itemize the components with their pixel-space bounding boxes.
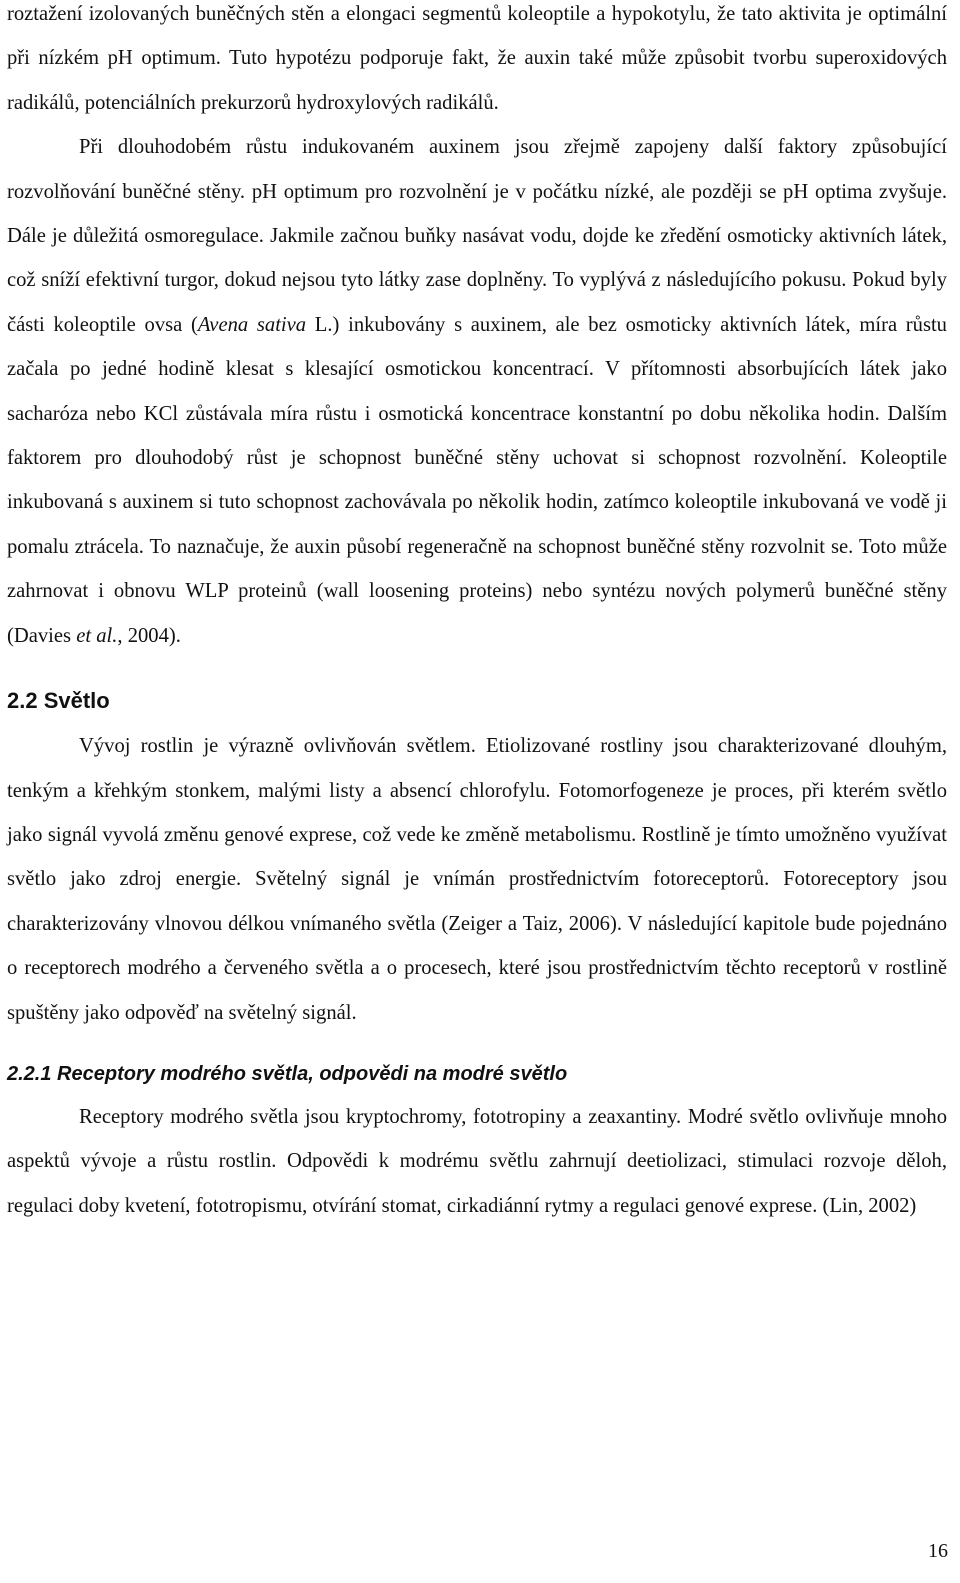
paragraph-light-development: Vývoj rostlin je výrazně ovlivňován světlem. Etiolizované rostliny jsou charakterizované dlouhým, tenkým a křehkým stonkem, malými listy a absencí chlorofylu. Fotomorfogeneze je proces, při kterém světlo jako signál vyvolá změnu genové exprese, což vede ke změně metabolismu. Rostlině je tímto umožněno využívat světlo jako zdroj energie. Světelný signál je vnímán prostřednictvím fotoreceptorů. Fotoreceptory jsou charakterizovány vlnovou délkou vnímaného světla (Zeiger a Taiz, 2006). V následující kapitole bude pojednáno o receptorech modrého a červeného světla a o procesech, které jsou prostřednictvím těchto receptorů v rostlině spuštěny jako odpověď na světelný signál.: [7, 735, 947, 1024]
document-page: [7, 0, 947, 1228]
paragraph-auxin-ph: roztažení izolovaných buněčných stěn a elongaci segmentů koleoptile a hypokotylu, že tato aktivita je optimální při nízkém pH optimum. Tuto hypotézu podporuje fakt, že auxin také může způsobit tvorbu superoxidových radikálů, potenciálních prekurzorů hydroxylových radikálů.: [7, 3, 947, 114]
subsection-heading-blue-light: 2.2.1 Receptory modrého světla, odpovědi na modré světlo: [7, 1062, 568, 1085]
paragraph-text: , 2004).: [117, 624, 181, 647]
citation-et-al: et al.: [76, 624, 118, 647]
page-number: 16: [928, 1540, 948, 1562]
paragraph-text: L.) inkubovány s auxinem, ale bez osmoticky aktivních látek, míra růstu začala po jedné hodině klesat s klesající osmotickou koncentrací. V přítomnosti absorbujících látek jako sacharóza nebo KCl zůstávala míra růstu i osmotická koncentrace konstantní po dobu několika hodin. Dalším faktorem pro dlouhodobý růst je schopnost buněčné stěny uchovat si schopnost rozvolnění. Koleoptile inkubovaná s auxinem si tuto schopnost zachovávala po několik hodin, zatímco koleoptile inkubovaná ve vodě ji pomalu ztrácela. To naznačuje, že auxin působí regeneračně na schopnost buněčné stěny rozvolnit se. Toto může zahrnovat i obnovu WLP proteinů (wall loosening proteins) nebo syntézu nových polymerů buněčné stěny (Davies: [7, 313, 947, 647]
paragraph-long-term-growth: [7, 125, 947, 658]
paragraph-blue-light-receptors: Receptory modrého světla jsou kryptochromy, fototropiny a zeaxantiny. Modré světlo ovlivňuje mnoho aspektů vývoje a růstu rostlin. Odpovědi k modrému světlu zahrnují deetiolizaci, stimulaci rozvoje děloh, regulaci doby kvetení, fototropismu, otvírání stomat, cirkadiánní rytmy a regulaci genové exprese. (Lin, 2002): [7, 1105, 947, 1217]
section-heading-light: 2.2 Světlo: [7, 688, 110, 714]
species-name: Avena sativa: [197, 313, 307, 336]
paragraph-text: Při dlouhodobém růstu indukovaném auxinem jsou zřejmě zapojeny další faktory způsobující rozvolňování buněčné stěny. pH optimum pro rozvolnění je v počátku nízké, ale později se pH optima zvyšuje. Dále je důležitá osmoregulace. Jakmile začnou buňky nasávat vodu, dojde ke zředění osmoticky aktivních látek, což sníží efektivní turgor, dokud nejsou tyto látky zase doplněny. To vyplývá z následujícího pokusu. Pokud byly části koleoptile ovsa (: [7, 136, 947, 336]
